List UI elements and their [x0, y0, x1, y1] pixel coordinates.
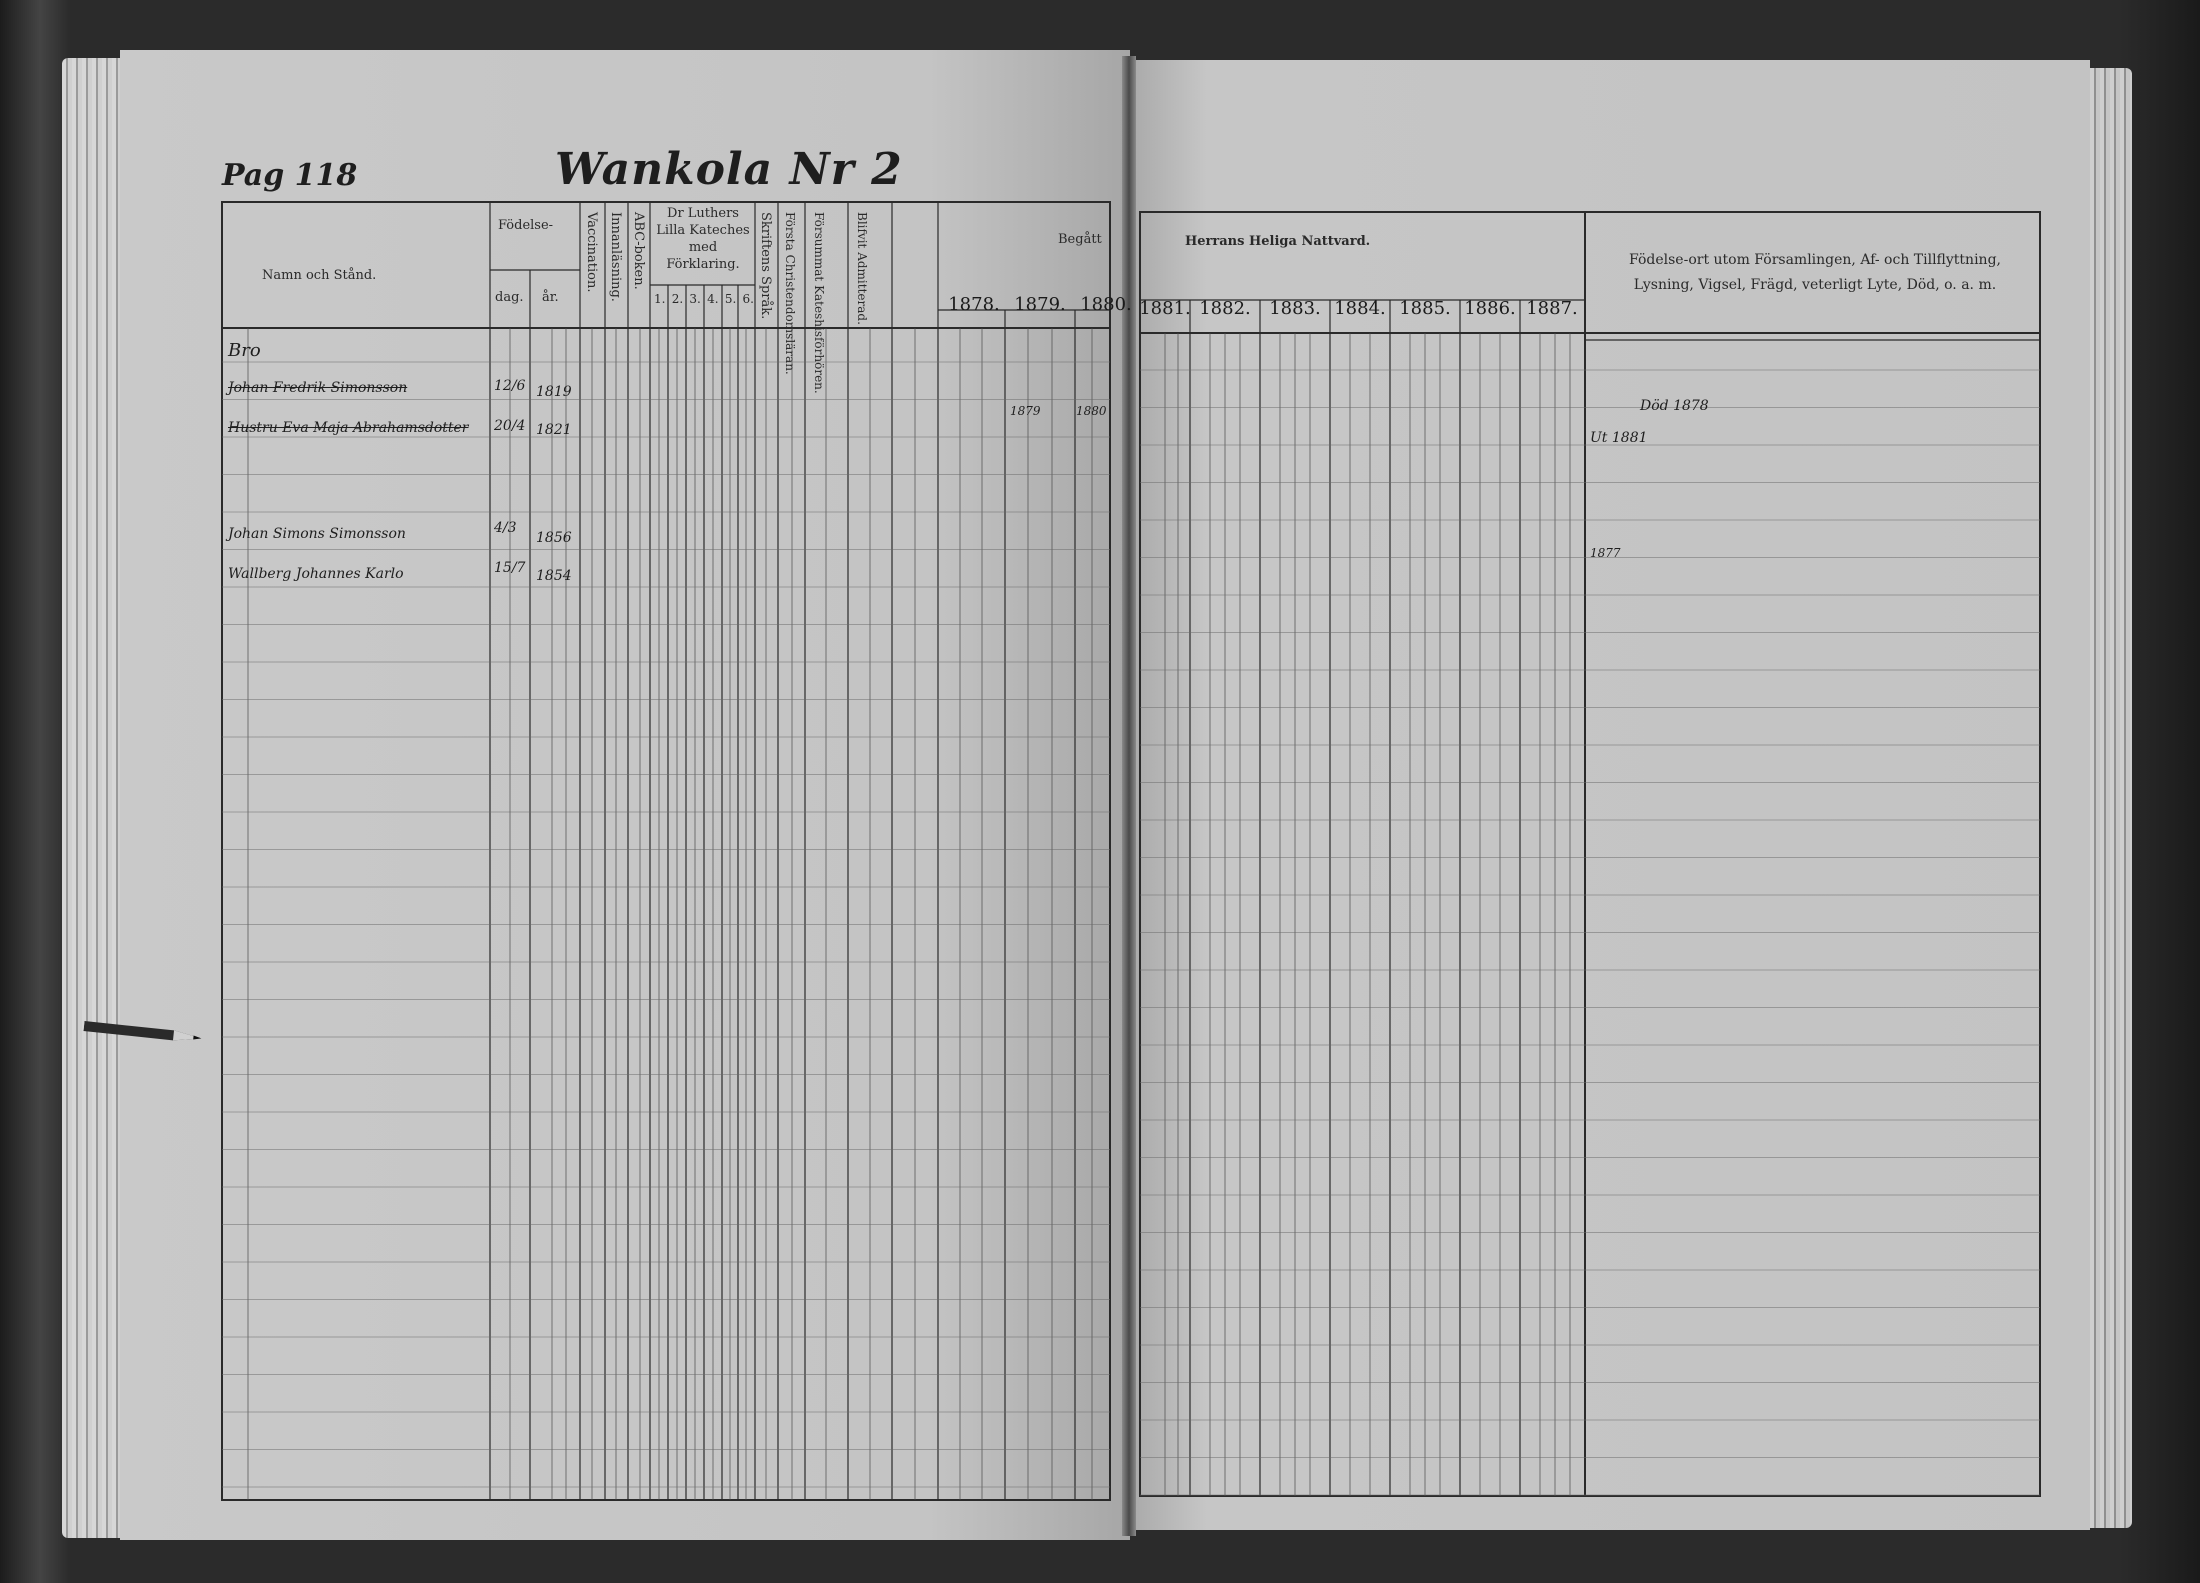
nattvard-header: Herrans Heliga Nattvard.	[1185, 234, 1371, 249]
remark-note: Ut 1881	[1590, 430, 1648, 446]
forsta-header: Första Christendomsläran.	[783, 212, 797, 375]
luther-num-4: 4.	[707, 292, 719, 306]
entry-name: Johan Fredrik Simonsson	[228, 380, 408, 396]
ar-header: år.	[542, 290, 559, 305]
vaccination-header: Vaccination.	[584, 212, 599, 293]
entry-day: 12/6	[494, 378, 526, 394]
page-reference: Pag 118	[222, 158, 358, 193]
luther-header: Dr Luthers Lilla Kateches med Förklaring.	[656, 206, 750, 272]
entry-name: Wallberg Johannes Karlo	[228, 566, 404, 582]
skriftens-header: Skriftens Språk.	[758, 212, 773, 320]
luther-num-6: 6.	[742, 292, 754, 306]
entry-year: 1854	[536, 568, 572, 584]
luther-num-2: 2.	[671, 292, 684, 306]
year-1881: 1881.	[1139, 298, 1191, 319]
admission-note: 1879	[1010, 404, 1041, 418]
year-1882: 1882.	[1199, 298, 1251, 319]
forsummat-header: Försummat Kateshisförhören.	[812, 212, 826, 394]
admission-note: 1880	[1076, 404, 1107, 418]
remark-note: Död 1878	[1640, 398, 1709, 414]
year-1879: 1879.	[1014, 294, 1066, 315]
luther-num-5: 5.	[724, 292, 737, 306]
entry-year: 1856	[536, 530, 572, 546]
remark-note: 1877	[1590, 546, 1621, 560]
village-title: Wankola Nr 2	[555, 144, 903, 195]
year-1884: 1884.	[1334, 298, 1386, 319]
year-1880: 1880.	[1080, 294, 1132, 315]
luther-numbers	[654, 292, 754, 308]
entry-day: 4/3	[494, 520, 517, 536]
entry-name: Johan Simons Simonsson	[228, 526, 406, 542]
blifvit-header: Blifvit Admitterad.	[855, 212, 869, 325]
year-1887: 1887.	[1526, 298, 1578, 319]
remarks-header: Födelse-ort utom Församlingen, Af- och Tillflyttning, Lysning, Vigsel, Frägd, veterligt Lyte, Död, o. a. m.	[1629, 252, 2001, 294]
innanlasning-header: Innanläsning.	[608, 212, 623, 302]
entry-year: 1819	[536, 384, 572, 400]
begatt-header: Begått	[1058, 232, 1102, 247]
abc-header: ABC-boken.	[631, 212, 646, 290]
entry-name: Hustru Eva Maja Abrahamsdotter	[228, 420, 469, 436]
year-1883: 1883.	[1269, 298, 1321, 319]
year-1878: 1878.	[948, 294, 1000, 315]
entry-day: 20/4	[494, 418, 526, 434]
entry-name: Bro	[228, 340, 261, 361]
luther-num-1: 1.	[654, 292, 666, 306]
luther-num-3: 3.	[689, 292, 701, 306]
entry-day: 15/7	[494, 560, 526, 576]
fodelse-header: Födelse-	[498, 218, 554, 233]
year-1885: 1885.	[1399, 298, 1451, 319]
dag-header: dag.	[495, 290, 524, 305]
year-1886: 1886.	[1464, 298, 1516, 319]
entry-year: 1821	[536, 422, 572, 438]
name-column-header: Namn och Stånd.	[262, 268, 377, 283]
